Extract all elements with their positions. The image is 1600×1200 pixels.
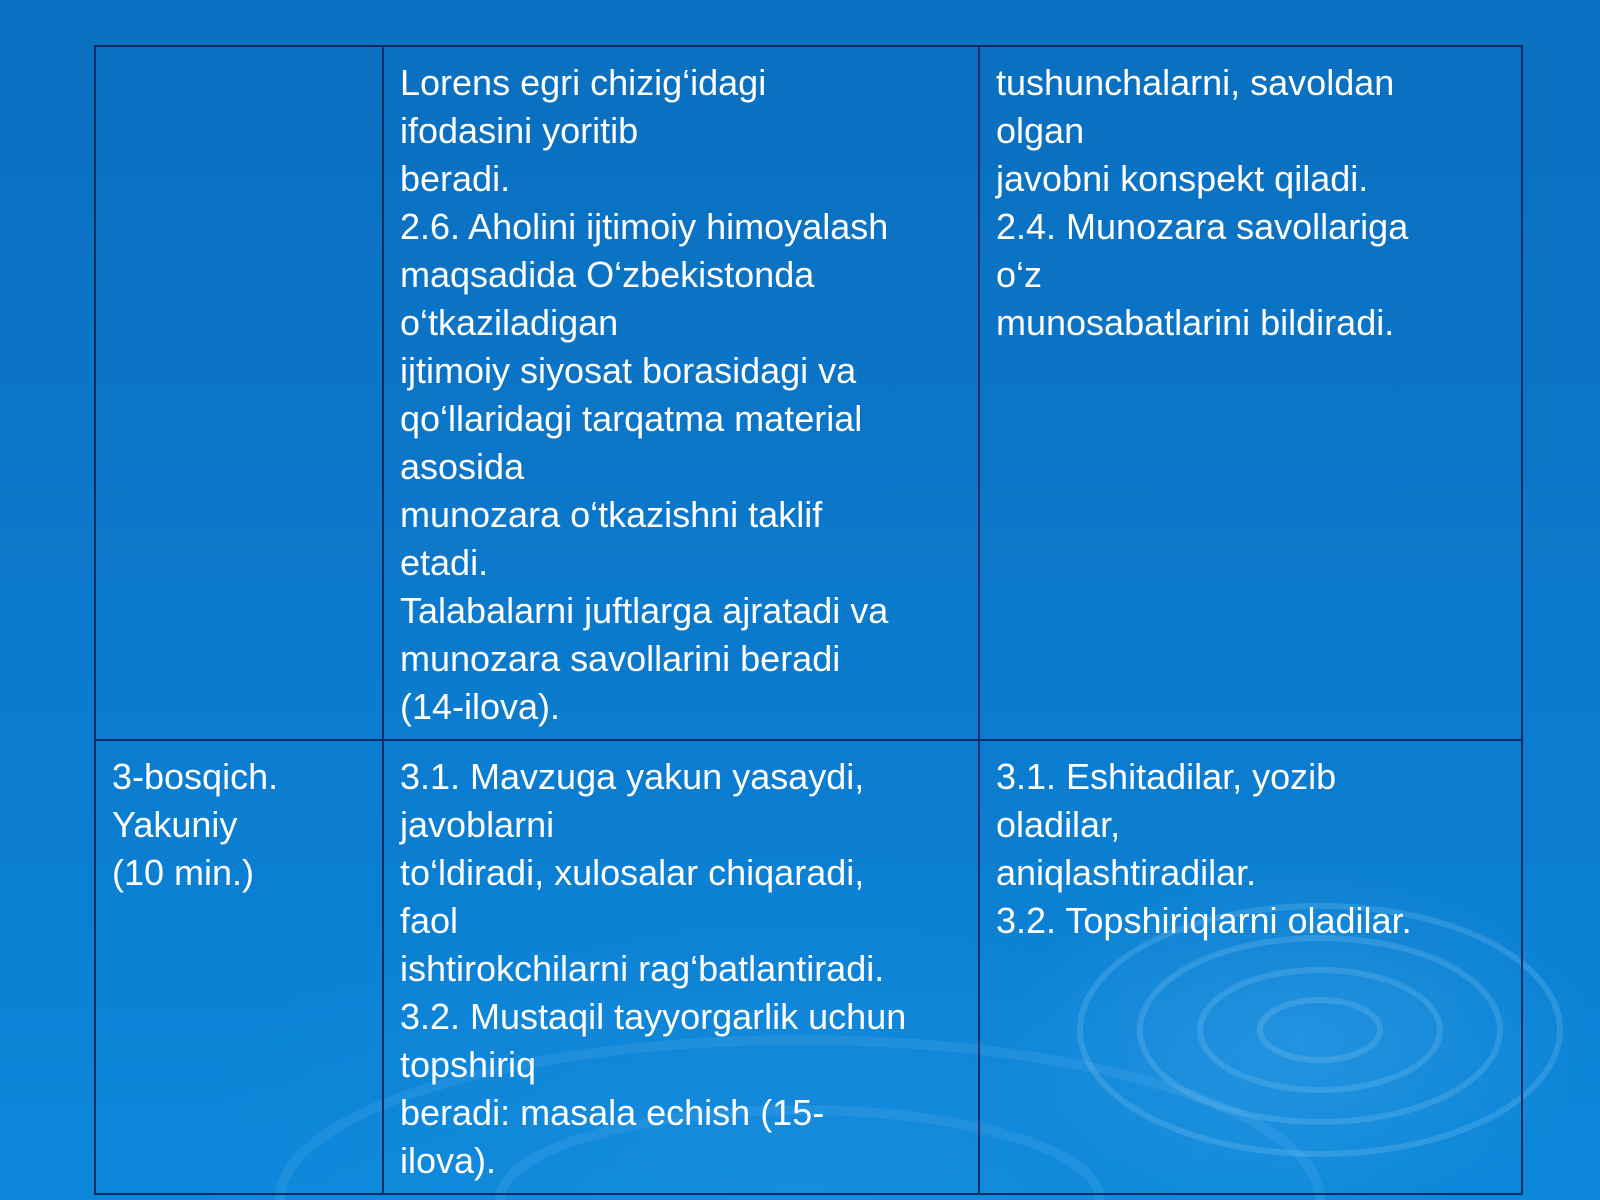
text-line: o‘z xyxy=(996,254,1043,295)
text-line: javoblarni xyxy=(400,804,555,845)
text-line: beradi. xyxy=(400,158,511,199)
text-line: 3.1. Eshitadilar, yozib xyxy=(996,756,1337,797)
text-line: 2.4. Munozara savollariga xyxy=(996,206,1409,247)
stage-cell xyxy=(95,740,383,1194)
text-line: 2.6. Aholini ijtimoiy himoyalash xyxy=(400,206,889,247)
text-line: asosida xyxy=(400,446,525,487)
text-line: ifodasini yoritib xyxy=(400,110,639,151)
text-line: (14-ilova). xyxy=(400,686,561,727)
text-line: maqsadida O‘zbekistonda xyxy=(400,254,815,295)
text-line: 3.2. Mustaqil tayyorgarlik uchun xyxy=(400,996,907,1037)
text-line: olgan xyxy=(996,110,1085,151)
teacher-activity-cell xyxy=(383,740,979,1194)
text-line: oladilar, xyxy=(996,804,1121,845)
student-activity-cell xyxy=(979,740,1522,1194)
text-line: 3.2. Topshiriqlarni oladilar. xyxy=(996,900,1412,941)
text-line: (10 min.) xyxy=(112,852,255,893)
stage-cell xyxy=(95,46,383,740)
table-row xyxy=(95,46,1522,740)
text-line: to‘ldiradi, xulosalar chiqaradi, xyxy=(400,852,865,893)
student-activity-cell xyxy=(979,46,1522,740)
text-line: Talabalarni juftlarga ajratadi va xyxy=(400,590,889,631)
teacher-activity-cell xyxy=(383,46,979,740)
text-line: ijtimoiy siyosat borasidagi va xyxy=(400,350,857,391)
text-line: beradi: masala echish (15- xyxy=(400,1092,825,1133)
text-line: etadi. xyxy=(400,542,489,583)
text-line: ilova). xyxy=(400,1140,497,1181)
lesson-plan-table xyxy=(94,45,1523,1195)
text-line: o‘tkaziladigan xyxy=(400,302,619,343)
text-line: Lorens egri chizig‘idagi xyxy=(400,62,767,103)
text-line: qo‘llaridagi tarqatma material xyxy=(400,398,863,439)
table-row xyxy=(95,740,1522,1194)
text-line: Yakuniy xyxy=(112,804,238,845)
text-line: tushunchalarni, savoldan xyxy=(996,62,1395,103)
text-line: javobni konspekt qiladi. xyxy=(996,158,1369,199)
text-line: 3-bosqich. xyxy=(112,756,279,797)
text-line: aniqlashtiradilar. xyxy=(996,852,1257,893)
text-line: 3.1. Mavzuga yakun yasaydi, xyxy=(400,756,865,797)
text-line: munosabatlarini bildiradi. xyxy=(996,302,1395,343)
text-line: faol xyxy=(400,900,459,941)
text-line: munozara o‘tkazishni taklif xyxy=(400,494,823,535)
text-line: ishtirokchilarni rag‘batlantiradi. xyxy=(400,948,885,989)
text-line: topshiriq xyxy=(400,1044,537,1085)
text-line: munozara savollarini beradi xyxy=(400,638,841,679)
